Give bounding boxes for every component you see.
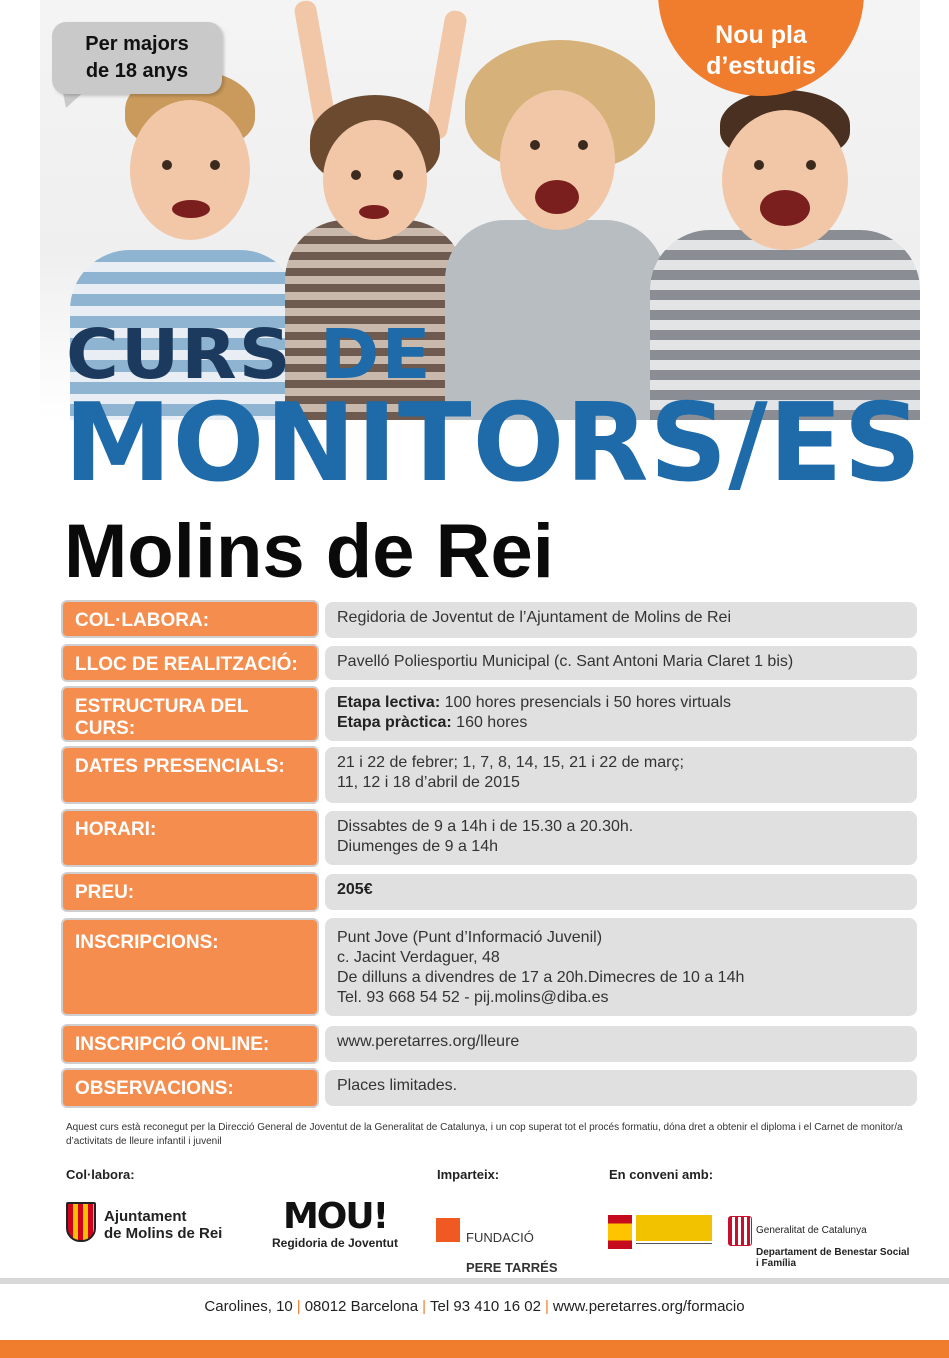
footer-address: Carolines, 10 bbox=[204, 1298, 293, 1315]
child-figure bbox=[650, 70, 920, 420]
spain-crest-icon bbox=[608, 1215, 632, 1249]
dates-line: 11, 12 i 18 d’abril de 2015 bbox=[337, 774, 520, 791]
dates-line: 21 i 22 de febrer; 1, 7, 8, 14, 15, 21 i 22 de març; bbox=[337, 754, 684, 771]
generalitat-mark-icon bbox=[728, 1216, 752, 1246]
generalitat-line-2: Departament de Benestar Social i Família bbox=[756, 1247, 910, 1269]
fpt-square-icon bbox=[436, 1218, 460, 1242]
info-row-observacions bbox=[61, 1068, 917, 1108]
horari-line: Dissabtes de 9 a 14h i de 15.30 a 20.30h. bbox=[337, 818, 634, 835]
horari-line: Diumenges de 9 a 14h bbox=[337, 838, 498, 855]
etapa-lectiva-label: Etapa lectiva: bbox=[337, 694, 441, 711]
footer-phone: Tel 93 410 16 02 bbox=[430, 1298, 541, 1315]
info-label: PREU: bbox=[61, 872, 319, 912]
age-requirement-text: Per majors de 18 anys bbox=[85, 33, 189, 82]
collabora-value: Regidoria de Joventut de l’Ajuntament de Molins de Rei bbox=[337, 609, 732, 626]
footer-separator: | bbox=[422, 1298, 427, 1315]
lloc-value: Pavelló Poliesportiu Municipal (c. Sant Antoni Maria Claret 1 bis) bbox=[337, 653, 794, 670]
spanish-government-logo bbox=[608, 1213, 714, 1253]
imparteix-label: Imparteix: bbox=[437, 1167, 500, 1182]
info-row-online bbox=[61, 1024, 917, 1064]
inscripcions-line: Punt Jove (Punt d’Informació Juvenil) bbox=[337, 929, 603, 946]
generalitat-text bbox=[756, 1214, 909, 1280]
info-value bbox=[325, 747, 917, 803]
title-monitors: MONITORS/ES bbox=[64, 381, 923, 506]
info-label: DATES PRESENCIALS: bbox=[61, 746, 319, 804]
footer-divider bbox=[0, 1278, 949, 1284]
ministry-subtext-lines bbox=[636, 1243, 712, 1251]
info-row-collabora bbox=[61, 600, 917, 638]
inscripcions-line: Tel. 93 668 54 52 - pij.molins@diba.es bbox=[337, 989, 609, 1006]
generalitat-line-1: Generalitat de Catalunya bbox=[756, 1225, 867, 1236]
info-value bbox=[325, 1070, 917, 1106]
info-label: ESTRUCTURA DEL CURS: bbox=[61, 686, 319, 742]
footer-contact bbox=[0, 1298, 949, 1315]
ajuntament-shield-icon bbox=[66, 1202, 96, 1242]
ajuntament-logo bbox=[66, 1194, 266, 1254]
recognition-note: Aquest curs està reconegut per la Direcció General de Joventut de la Generalitat de Catalunya, i un cop superat tot el procés formatiu, dóna dret a obtenir el diploma i el Carnet de monitor/a d’activitats de lleure infantil i juvenil bbox=[66, 1122, 903, 1147]
footer-separator: | bbox=[296, 1298, 301, 1315]
info-row-inscripcions bbox=[61, 918, 917, 1016]
ministry-panel bbox=[636, 1215, 712, 1241]
info-label: INSCRIPCIONS: bbox=[61, 918, 319, 1016]
online-link[interactable]: www.peretarres.org/lleure bbox=[337, 1033, 520, 1050]
mou-wordmark: MOU! bbox=[282, 1196, 388, 1237]
mou-logo bbox=[260, 1198, 410, 1250]
title-de: DE bbox=[319, 314, 433, 394]
observacions-value: Places limitades. bbox=[337, 1077, 458, 1094]
footer-separator: | bbox=[544, 1298, 549, 1315]
info-label: INSCRIPCIÓ ONLINE: bbox=[61, 1024, 319, 1064]
info-label: HORARI: bbox=[61, 809, 319, 867]
info-value bbox=[325, 1026, 917, 1062]
new-plan-text: Nou pla d’estudis bbox=[706, 21, 816, 80]
title-curs: CURS bbox=[66, 314, 293, 394]
preu-value: 205€ bbox=[337, 881, 373, 898]
footer-web-link[interactable]: www.peretarres.org/formacio bbox=[552, 1298, 745, 1315]
inscripcions-line: c. Jacint Verdaguer, 48 bbox=[337, 949, 500, 966]
info-value bbox=[325, 874, 917, 910]
title-location: Molins de Rei bbox=[64, 509, 554, 594]
fundacio-pere-tarres-logo bbox=[436, 1215, 576, 1275]
info-row-dates bbox=[61, 746, 917, 804]
inscripcions-line: De dilluns a divendres de 17 a 20h.Dimecres de 10 a 14h bbox=[337, 969, 745, 986]
etapa-practica-label: Etapa pràctica: bbox=[337, 714, 452, 731]
fpt-line-1: FUNDACIÓ bbox=[466, 1230, 534, 1245]
info-row-horari bbox=[61, 809, 917, 867]
info-value bbox=[325, 646, 917, 680]
info-value bbox=[325, 811, 917, 865]
info-label: COL·LABORA: bbox=[61, 600, 319, 638]
info-value bbox=[325, 602, 917, 638]
info-label: LLOC DE REALITZACIÓ: bbox=[61, 644, 319, 682]
age-requirement-badge bbox=[52, 22, 222, 94]
info-value bbox=[325, 687, 917, 741]
footer-orange-bar bbox=[0, 1340, 949, 1358]
collabora-label: Col·labora: bbox=[66, 1167, 135, 1182]
ajuntament-name: Ajuntament de Molins de Rei bbox=[104, 1208, 223, 1242]
etapa-lectiva-value: 100 hores presencials i 50 hores virtuals bbox=[440, 694, 731, 711]
info-label: OBSERVACIONS: bbox=[61, 1068, 319, 1108]
etapa-practica-value: 160 hores bbox=[451, 714, 528, 731]
mou-subtitle: Regidoria de Joventut bbox=[271, 1236, 399, 1250]
info-value bbox=[325, 918, 917, 1016]
info-row-preu bbox=[61, 872, 917, 912]
footer-city: 08012 Barcelona bbox=[304, 1298, 419, 1315]
child-figure bbox=[440, 30, 670, 420]
info-row-lloc bbox=[61, 644, 917, 682]
info-row-estructura bbox=[61, 686, 917, 742]
conveni-label: En conveni amb: bbox=[609, 1167, 714, 1182]
fpt-line-2: PERE TARRÉS bbox=[466, 1260, 558, 1275]
